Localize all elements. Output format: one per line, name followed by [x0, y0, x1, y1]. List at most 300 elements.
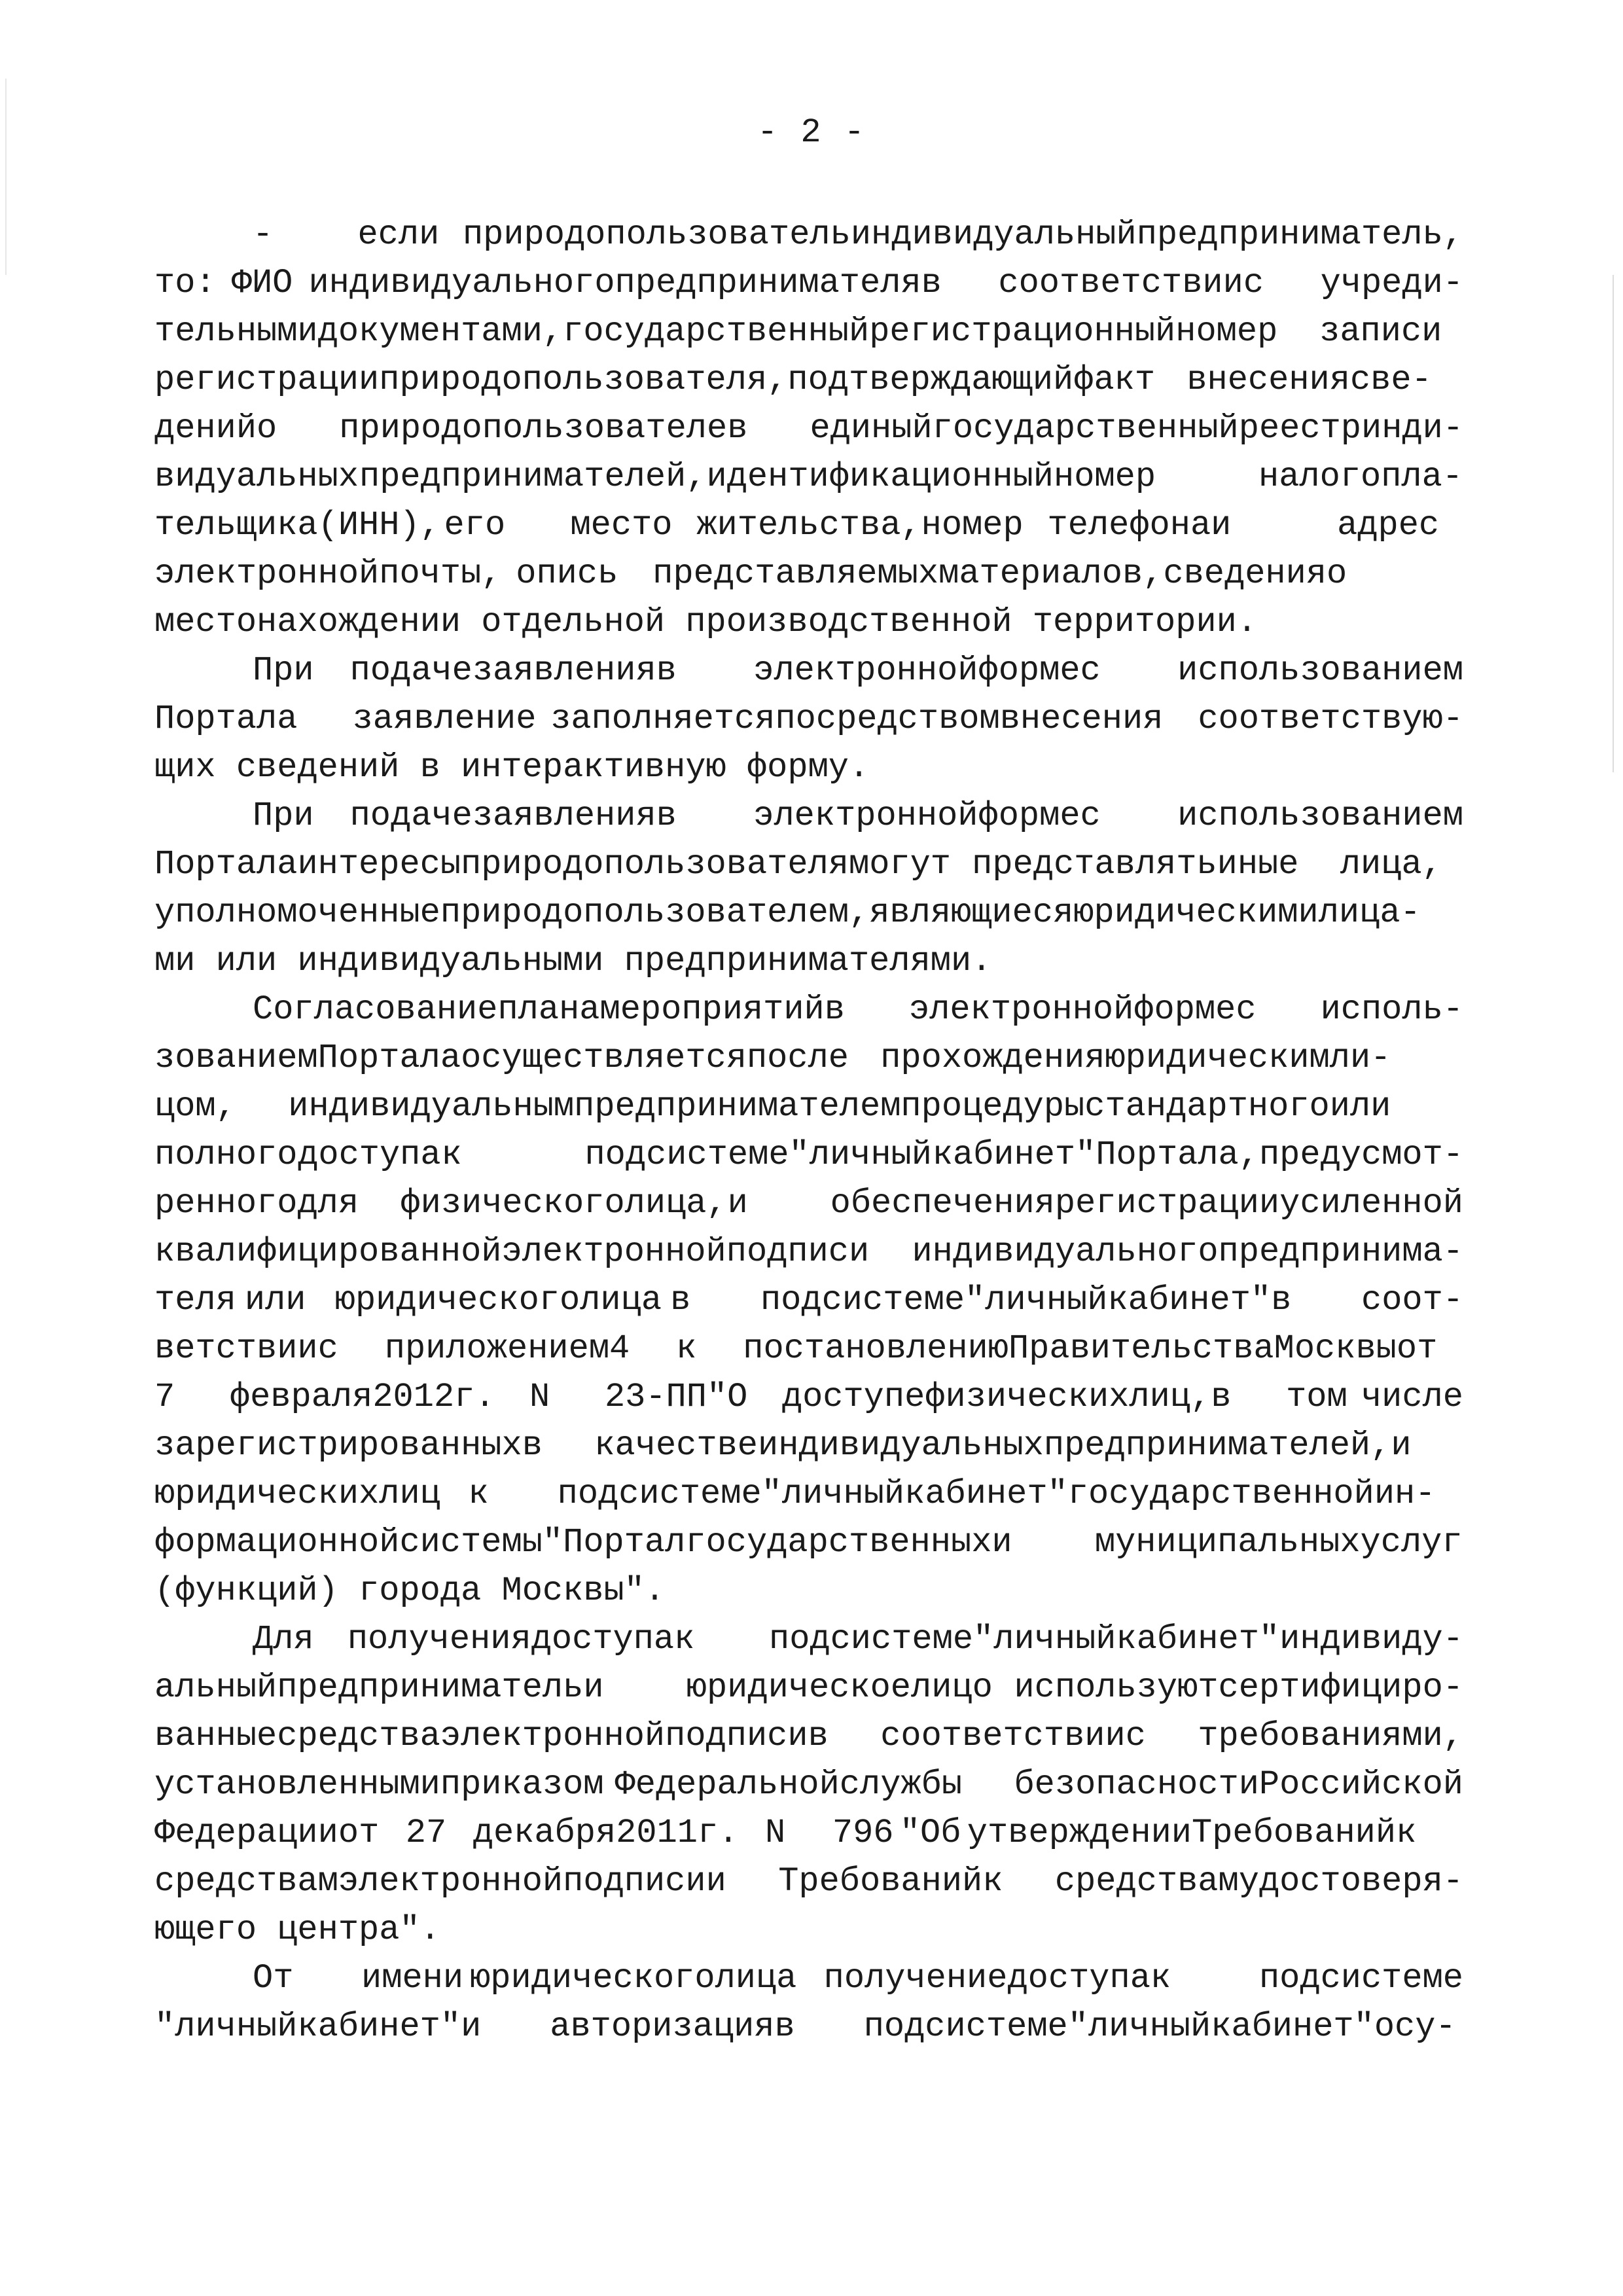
- word: Согласование: [253, 990, 498, 1029]
- word: и: [705, 1862, 726, 1901]
- word: получение: [823, 1959, 1008, 1998]
- word: кабинет": [1107, 1281, 1272, 1319]
- word: кабинет": [1116, 1620, 1280, 1659]
- word: и: [991, 1523, 1012, 1562]
- word: альный: [154, 1668, 277, 1707]
- word: то:: [154, 264, 216, 302]
- word: или: [244, 1281, 306, 1319]
- word: получения: [347, 1620, 531, 1659]
- word: представляемых: [652, 554, 939, 593]
- word: тельщика: [154, 506, 318, 545]
- word: использованием: [1177, 651, 1463, 690]
- word: в: [824, 990, 845, 1029]
- text-line-words: [253, 792, 1463, 840]
- word: "личный: [789, 1136, 932, 1174]
- text-line-words: (функций) города Москвы".: [154, 1571, 666, 1610]
- word: предпринимателей,: [359, 457, 707, 496]
- word: форме: [978, 651, 1080, 690]
- word: в: [522, 1426, 543, 1465]
- right-margin-mark: [1613, 275, 1614, 772]
- word: г.: [698, 1814, 739, 1852]
- text-line-words: [154, 1422, 1463, 1470]
- word: Портала,: [1096, 1136, 1259, 1174]
- word: индивидуального: [308, 264, 615, 302]
- word: тельными: [154, 312, 318, 351]
- word: доступе: [781, 1378, 925, 1416]
- text-line: [154, 1276, 1463, 1325]
- text-line: [154, 1034, 1463, 1083]
- word: и: [1391, 1426, 1412, 1465]
- text-line-words: щих сведений в интерактивную форму.: [154, 748, 870, 787]
- word: место: [570, 506, 673, 545]
- word: "личный: [973, 1620, 1116, 1659]
- word: юридического: [334, 1281, 580, 1319]
- word: в: [1271, 1281, 1292, 1319]
- text-line: [154, 550, 1463, 598]
- word: стандартного: [1084, 1087, 1330, 1126]
- text-line: [154, 356, 1463, 404]
- word: процедуры: [901, 1087, 1085, 1126]
- word: N: [529, 1378, 550, 1416]
- word: записи: [1319, 312, 1442, 351]
- word: подписи: [563, 1862, 706, 1901]
- word: ванные: [154, 1717, 277, 1755]
- text-line-words: [154, 550, 1463, 598]
- word: 796: [832, 1814, 894, 1852]
- word: цом,: [154, 1087, 236, 1126]
- word: "личный: [761, 1475, 905, 1513]
- word: све-: [1349, 361, 1432, 399]
- word: подсистеме: [768, 1620, 974, 1659]
- text-line-words: [154, 889, 1463, 937]
- word: номер: [1175, 312, 1278, 351]
- text-line: [154, 211, 1463, 259]
- text-line: [154, 840, 1463, 889]
- word: используют: [1014, 1668, 1219, 1707]
- text-line-words: [154, 1518, 1463, 1567]
- word: ФИО: [231, 264, 293, 302]
- word: доступа: [531, 1620, 675, 1659]
- word: регистрационный: [869, 312, 1176, 351]
- word: утверждении: [967, 1814, 1192, 1852]
- word: заявления: [472, 797, 656, 835]
- text-line: [154, 1179, 1463, 1228]
- text-line: [154, 986, 1463, 1034]
- word: лица: [715, 1959, 797, 1998]
- page-number: - 2 -: [757, 113, 866, 152]
- text-line-words: [154, 1761, 1463, 1809]
- text-line: [154, 1373, 1463, 1422]
- word: индивидуальный: [850, 215, 1137, 254]
- word: документами,: [317, 312, 563, 351]
- text-line: [154, 259, 1463, 308]
- word: к: [676, 1329, 697, 1368]
- word: с: [1080, 651, 1101, 690]
- word: 4: [609, 1329, 630, 1368]
- word: электронной: [753, 651, 978, 690]
- word: качестве: [594, 1426, 758, 1465]
- word: ренного: [154, 1184, 298, 1223]
- word: доступа: [1007, 1959, 1150, 1998]
- text-line: [154, 1906, 1463, 1954]
- word: кабинет": [297, 2007, 461, 2046]
- left-margin-mark: [5, 79, 7, 275]
- text-line: [154, 792, 1463, 840]
- text-line-words: [154, 1470, 1463, 1518]
- word: в: [656, 797, 677, 835]
- text-line: [154, 1567, 1463, 1615]
- word: физических: [925, 1378, 1130, 1416]
- text-line: [154, 501, 1463, 550]
- word: 23-ПП: [604, 1378, 707, 1416]
- text-line-words: [154, 1131, 1463, 1179]
- word: Требований: [1192, 1814, 1397, 1852]
- word: внесения: [1186, 361, 1350, 399]
- word: требованиями,: [1198, 1717, 1463, 1755]
- word: Федеральной: [615, 1765, 840, 1804]
- word: исполь-: [1320, 990, 1463, 1029]
- word: к: [441, 1136, 462, 1174]
- word: "О: [706, 1378, 748, 1416]
- word: теля: [154, 1281, 236, 1319]
- word: "личный: [154, 2007, 298, 2046]
- word: регистрации: [1054, 1184, 1280, 1223]
- word: подаче: [349, 797, 473, 835]
- word: заявление: [352, 700, 537, 738]
- text-line: [154, 1470, 1463, 1518]
- word: февраля: [229, 1378, 373, 1416]
- word: услуг: [1360, 1523, 1463, 1562]
- word: в: [670, 1281, 691, 1319]
- word: мероприятий: [599, 990, 825, 1029]
- text-line: [154, 647, 1463, 695]
- word: лицо: [911, 1668, 993, 1707]
- text-line-words: [154, 1325, 1463, 1373]
- text-line: [154, 308, 1463, 356]
- word: приказом: [440, 1765, 604, 1804]
- text-line: [154, 889, 1463, 937]
- word: в: [921, 264, 942, 302]
- word: юридического: [470, 1959, 715, 1998]
- word: соот-: [1361, 1281, 1463, 1319]
- word: осу-: [1374, 2007, 1456, 2046]
- text-line: [154, 2003, 1463, 2051]
- word: предпринимателя: [615, 264, 921, 302]
- word: к: [468, 1475, 489, 1513]
- word: учреди-: [1320, 264, 1463, 302]
- text-line-words: [154, 356, 1463, 404]
- text-line-words: ми или индивидуальными предпринимателями.: [154, 942, 992, 980]
- word: предусмот-: [1258, 1136, 1463, 1174]
- word: форме: [1133, 990, 1236, 1029]
- word: в: [808, 1717, 829, 1755]
- word: "Портал: [542, 1523, 686, 1562]
- word: подсистеме: [557, 1475, 762, 1513]
- word: соответствии: [880, 1717, 1126, 1755]
- word: 2011: [616, 1814, 698, 1852]
- word: предприниматель,: [1136, 215, 1463, 254]
- word: соответствую-: [1198, 700, 1463, 738]
- word: природопользователя: [461, 845, 849, 884]
- word: муниципальных: [1094, 1523, 1361, 1562]
- word: лица,: [1340, 845, 1442, 884]
- word: удостоверя-: [1238, 1862, 1463, 1901]
- word: сертифициро-: [1218, 1668, 1463, 1707]
- word: инди-: [1361, 409, 1463, 448]
- text-line-words: [154, 501, 1463, 550]
- word: подтверждающий: [787, 361, 1074, 399]
- text-line-words: [154, 259, 1463, 308]
- word: службы: [839, 1765, 963, 1804]
- text-line-words: [154, 404, 1463, 453]
- word: обеспечения: [830, 1184, 1055, 1223]
- text-line-words: местонахождении отдельной производственной территории.: [154, 603, 1258, 641]
- word: подписи: [726, 1232, 870, 1271]
- word: могут: [848, 845, 952, 884]
- word: государственной: [1067, 1475, 1374, 1513]
- text-line: [154, 1325, 1463, 1373]
- text-line-words: [253, 986, 1463, 1034]
- word: жительства,: [696, 506, 921, 545]
- word: уполномоченные: [154, 893, 440, 932]
- word: природопользователь: [462, 215, 851, 254]
- word: и: [1211, 506, 1232, 545]
- word: в: [774, 2007, 795, 2046]
- word: средства: [277, 1717, 440, 1755]
- word: являющиеся: [869, 893, 1074, 932]
- text-line-words: [154, 1228, 1463, 1276]
- word: внесения: [999, 700, 1164, 738]
- text-line-words: [154, 840, 1463, 889]
- text-line: [154, 1664, 1463, 1712]
- word: доступа: [298, 1136, 441, 1174]
- word: и: [583, 1668, 604, 1707]
- word: подсистеме: [1258, 1959, 1463, 1998]
- text-line: [154, 1809, 1463, 1857]
- word: "Об: [899, 1814, 961, 1852]
- word: юридическим: [1105, 1039, 1330, 1077]
- word: электронной: [154, 554, 380, 593]
- text-line-words: [154, 308, 1463, 356]
- text-line: [154, 598, 1463, 647]
- word: регистрации: [154, 361, 380, 399]
- word: лиц: [379, 1475, 440, 1513]
- word: квалифицированной: [154, 1232, 502, 1271]
- word: или: [1329, 1087, 1391, 1126]
- word: безопасности: [1014, 1765, 1259, 1804]
- word: Портала: [317, 1039, 461, 1077]
- text-line: [154, 1615, 1463, 1664]
- word: Российской: [1258, 1765, 1463, 1804]
- text-line: [154, 1228, 1463, 1276]
- word: с: [1080, 797, 1101, 835]
- word: средствам: [154, 1862, 338, 1901]
- word: авторизация: [550, 2007, 775, 2046]
- word: природопользователе: [339, 409, 728, 448]
- word: реестр: [1238, 409, 1361, 448]
- text-line-words: [154, 1712, 1463, 1761]
- word: в: [1211, 1378, 1232, 1416]
- word: с: [1236, 990, 1257, 1029]
- word: кабинет": [1211, 2007, 1374, 2046]
- text-line-words: [253, 647, 1463, 695]
- word: государственный: [563, 312, 870, 351]
- word: ли-: [1329, 1039, 1391, 1077]
- text-line: [154, 1954, 1463, 2003]
- word: Портала: [154, 845, 298, 884]
- word: N: [764, 1814, 786, 1852]
- word: от: [338, 1814, 380, 1852]
- word: постановлению: [743, 1329, 1008, 1368]
- word: подсистеме: [760, 1281, 965, 1319]
- word: г.: [454, 1378, 495, 1416]
- word: к: [674, 1620, 695, 1659]
- word: форме: [978, 797, 1080, 835]
- word: с: [1125, 1717, 1146, 1755]
- word: 7: [154, 1378, 175, 1416]
- word: подаче: [349, 651, 473, 690]
- word: декабря: [473, 1814, 616, 1852]
- word: подсистеме: [584, 1136, 789, 1174]
- word: лица,: [624, 1184, 727, 1223]
- word: посредством: [775, 700, 1000, 738]
- text-line-words: [154, 1857, 1463, 1906]
- word: факт: [1073, 361, 1156, 399]
- word: Для: [253, 1620, 314, 1659]
- word: лица-: [1318, 893, 1421, 932]
- word: сведения: [1163, 554, 1327, 593]
- text-line: [154, 937, 1463, 986]
- text-line: [154, 453, 1463, 501]
- word: представлять: [972, 845, 1217, 884]
- word: том: [1286, 1378, 1347, 1416]
- word: подписи: [665, 1717, 808, 1755]
- body-text: [154, 211, 1463, 2051]
- word: номер: [921, 506, 1024, 545]
- word: установленными: [154, 1765, 440, 1804]
- word: ин-: [1374, 1475, 1436, 1513]
- text-line-words: [154, 1179, 1463, 1228]
- word: предпринима-: [1218, 1232, 1463, 1271]
- word: о: [257, 409, 277, 448]
- word: в: [727, 409, 748, 448]
- word: адрес: [1337, 506, 1440, 545]
- word: кабинет": [932, 1136, 1096, 1174]
- word: дений: [154, 409, 257, 448]
- word: предпринимателей,: [1043, 1426, 1391, 1465]
- word: к: [982, 1862, 1003, 1901]
- word: его: [444, 506, 506, 545]
- word: электронной: [753, 797, 978, 835]
- word: и: [727, 1184, 748, 1223]
- text-line-words: [253, 1615, 1463, 1664]
- text-line-words: [154, 1034, 1463, 1083]
- text-line: [154, 1131, 1463, 1179]
- word: индивидуальных: [757, 1426, 1044, 1465]
- word: телефона: [1047, 506, 1211, 545]
- text-line: [154, 1083, 1463, 1131]
- text-line-words: ющего центра".: [154, 1910, 440, 1949]
- word: предпринимателем: [574, 1087, 901, 1126]
- word: При: [253, 797, 314, 835]
- word: предприниматель: [277, 1668, 584, 1707]
- word: 27: [405, 1814, 447, 1852]
- word: государственных: [685, 1523, 992, 1562]
- word: электронной: [440, 1717, 666, 1755]
- word: -: [253, 215, 274, 254]
- word: системы: [399, 1523, 543, 1562]
- word: 2012: [372, 1378, 455, 1416]
- text-line-words: [154, 1373, 1463, 1422]
- word: иные: [1217, 845, 1299, 884]
- word: в: [656, 651, 677, 690]
- word: электронной: [501, 1232, 726, 1271]
- word: и: [461, 2007, 482, 2046]
- word: с: [1243, 264, 1264, 302]
- word: природопользователем,: [440, 893, 870, 932]
- word: приложением: [384, 1329, 610, 1368]
- word: числе: [1361, 1378, 1463, 1416]
- word: усиленной: [1279, 1184, 1463, 1223]
- text-line-words: [253, 1954, 1463, 2003]
- word: При: [253, 651, 314, 690]
- word: физического: [400, 1184, 625, 1223]
- word: (ИНН),: [317, 506, 440, 545]
- text-line: [154, 695, 1463, 744]
- word: зарегистрированных: [154, 1426, 522, 1465]
- word: "личный: [1067, 2007, 1211, 2046]
- text-line: [154, 1857, 1463, 1906]
- word: электронной: [338, 1862, 563, 1901]
- word: юридическими: [1073, 893, 1319, 932]
- word: имени: [361, 1959, 464, 1998]
- word: для: [297, 1184, 359, 1223]
- word: налогопла-: [1258, 457, 1463, 496]
- word: интересы: [297, 845, 461, 884]
- word: материалов,: [938, 554, 1164, 593]
- word: если: [357, 215, 440, 254]
- text-line-words: [253, 211, 1463, 259]
- word: почты,: [379, 554, 502, 593]
- word: плана: [497, 990, 600, 1029]
- text-line: [154, 744, 1463, 792]
- word: электронной: [909, 990, 1134, 1029]
- word: зованием: [154, 1039, 318, 1077]
- word: полного: [154, 1136, 298, 1174]
- word: с: [317, 1329, 338, 1368]
- word: прохождения: [880, 1039, 1105, 1077]
- word: к: [1150, 1959, 1171, 1998]
- word: юридическое: [686, 1668, 912, 1707]
- word: лица: [580, 1281, 662, 1319]
- word: заявления: [472, 651, 656, 690]
- word: Требований: [778, 1862, 983, 1901]
- word: идентификационный: [706, 457, 1054, 496]
- word: заполняется: [550, 700, 776, 738]
- word: лиц,: [1129, 1378, 1211, 1416]
- text-line-words: [154, 1276, 1463, 1325]
- word: единый: [810, 409, 933, 448]
- word: природопользователя,: [379, 361, 788, 399]
- word: ветствии: [154, 1329, 318, 1368]
- text-line: [154, 404, 1463, 453]
- word: видуальных: [154, 457, 359, 496]
- text-line-words: [154, 1083, 1463, 1131]
- word: подсистеме: [863, 2007, 1068, 2046]
- word: опись: [516, 554, 618, 593]
- word: средствам: [1054, 1862, 1239, 1901]
- word: "личный: [965, 1281, 1108, 1319]
